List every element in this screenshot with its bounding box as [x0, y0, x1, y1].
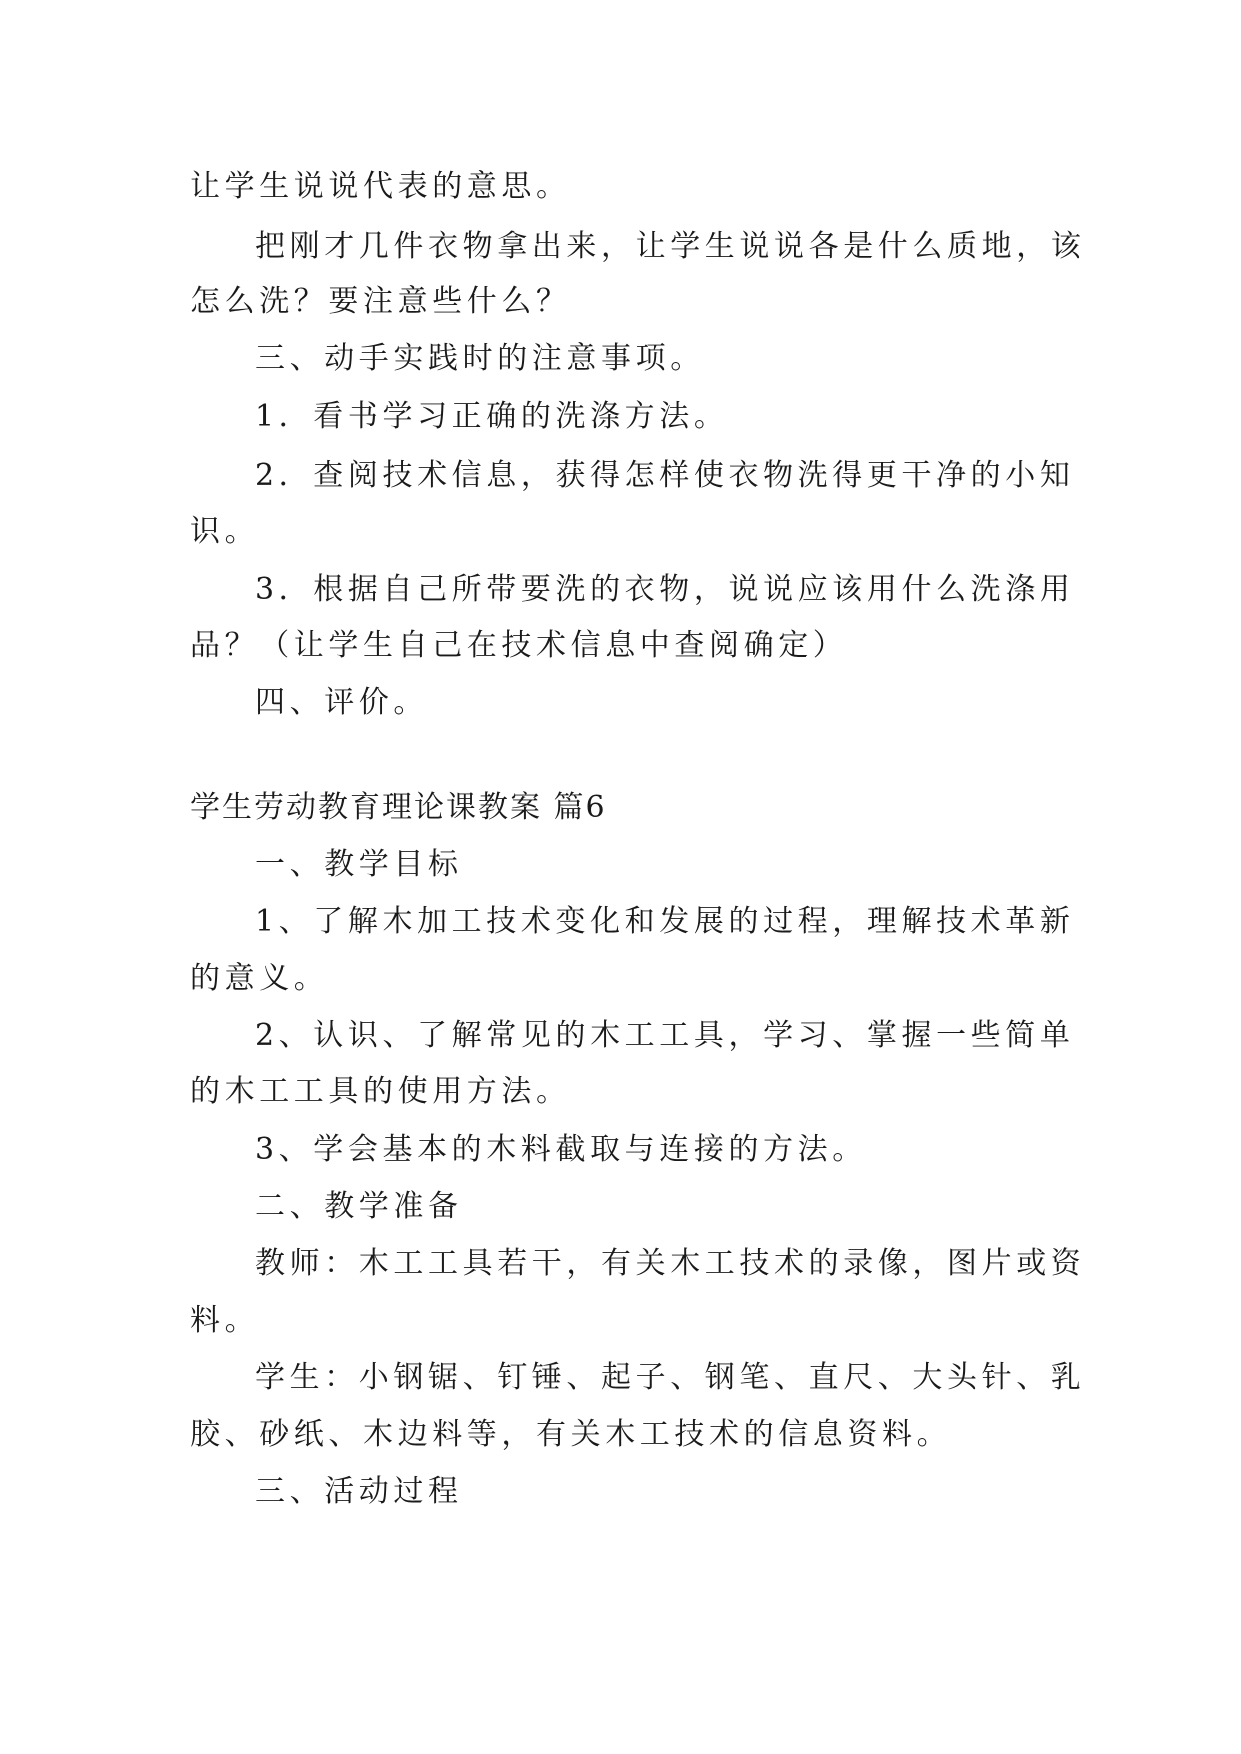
- text-line: 3、学会基本的木料截取与连接的方法。: [255, 1132, 867, 1167]
- text-line: 2．查阅技术信息，获得怎样使衣物洗得更干净的小知: [255, 458, 1075, 493]
- text-line: 三、动手实践时的注意事项。: [255, 341, 705, 376]
- text-line: 的木工工具的使用方法。: [190, 1074, 571, 1109]
- text-line: 把刚才几件衣物拿出来，让学生说说各是什么质地，该: [255, 229, 1086, 264]
- text-line: 料。: [190, 1303, 260, 1338]
- text-line: 胶、砂纸、木边料等，有关木工技术的信息资料。: [190, 1417, 952, 1452]
- text-line: 让学生说说代表的意思。: [190, 169, 571, 204]
- text-line: 1．看书学习正确的洗涤方法。: [255, 399, 729, 434]
- text-line: 3．根据自己所带要洗的衣物，说说应该用什么洗涤用: [255, 572, 1075, 607]
- section-heading: 学生劳动教育理论课教案 篇6: [190, 790, 607, 825]
- text-line: 一、教学目标: [255, 847, 463, 882]
- text-line: 三、活动过程: [255, 1474, 463, 1509]
- text-line: 怎么洗？要注意些什么？: [190, 284, 571, 319]
- text-line: 2、认识、了解常见的木工工具，学习、掌握一些简单: [255, 1018, 1075, 1053]
- text-line: 二、教学准备: [255, 1189, 463, 1224]
- text-line: 识。: [190, 514, 260, 549]
- text-line: 品？（让学生自己在技术信息中查阅确定）: [190, 628, 848, 663]
- text-line: 四、评价。: [255, 685, 428, 720]
- text-line: 的意义。: [190, 961, 329, 996]
- text-line: 学生：小钢锯、钉锤、起子、钢笔、直尺、大头针、乳: [255, 1360, 1086, 1395]
- text-line: 教师：木工工具若干，有关木工技术的录像，图片或资: [255, 1246, 1086, 1281]
- text-line: 1、了解木加工技术变化和发展的过程，理解技术革新: [255, 904, 1075, 939]
